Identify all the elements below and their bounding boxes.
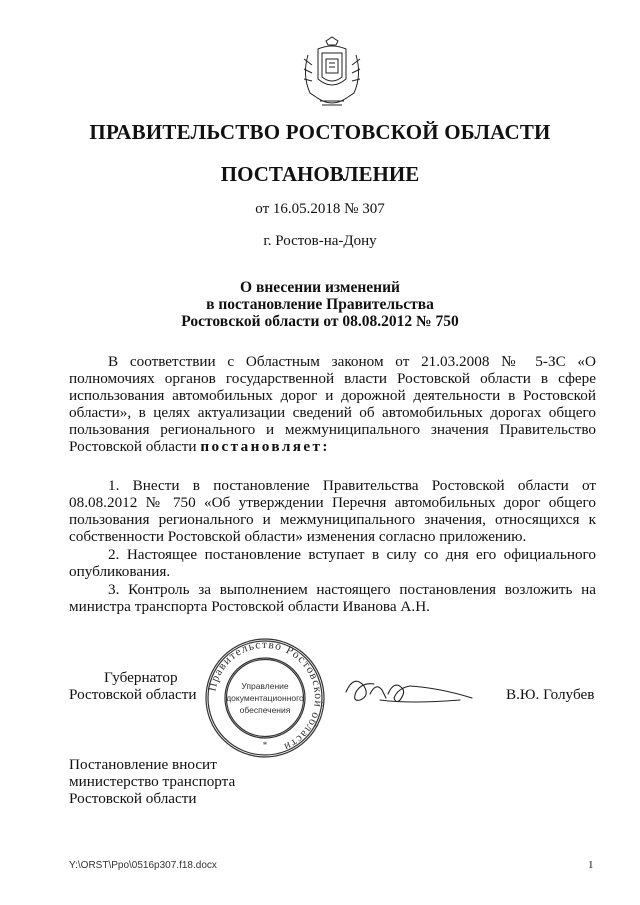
introducer-block [69,756,235,807]
item-3-text: 3. Контроль за выполнением настоящего постановления возложить на министра транспорта Ростовской области Иванова А.Н. [69,581,596,615]
document-type: ПОСТАНОВЛЕНИЕ [220,162,420,186]
seal-center-line: документационного [226,693,304,703]
seal-ring-text: Правительство Ростовской области [206,638,325,754]
signatory-name: В.Ю. Голубев [506,686,595,703]
item-2-text: 2. Настоящее постановление вступает в силу со дня его официального опубликования. [69,546,596,580]
handwritten-signature-icon [340,670,480,710]
introducer-line: Постановление вносит [69,756,217,773]
document-date-number: от 16.05.2018 № 307 [255,201,385,217]
coat-of-arms-icon [296,35,368,115]
introducer-line: министерство транспорта [69,773,236,790]
subject-line: Ростовской области от 08.08.2012 № 750 [181,313,459,330]
subject-line: в постановление Правительства [206,296,434,313]
signatory-title-line: Ростовской области [69,686,197,703]
signatory-title-line: Губернатор [104,669,178,686]
item-2-paragraph [69,546,596,580]
page-number: 1 [588,859,594,871]
preamble-text: В соответствии с Областным законом от 21.03.2008 № 5-ЗС «О полномочиях органов государственной власти Ростовской области в сфере использования автомобильных дорог и дорожной деятельности в Ростовской области», в целях актуализации сведений об автомобильных дорогах общего пользования регионального и межмуниципального значения Правительство Ростовской области [69,353,596,455]
item-1-paragraph [69,477,596,545]
preamble-paragraph [69,353,596,455]
item-3-paragraph [69,581,596,615]
document-city: г. Ростов-на-Дону [263,233,377,249]
introducer-line: Ростовской области [69,790,197,807]
seal-center-line: обеспечения [239,705,291,715]
organization-title: ПРАВИТЕЛЬСТВО РОСТОВСКОЙ ОБЛАСТИ [89,120,551,144]
document-subject [0,279,640,330]
signatory-title [69,669,197,703]
official-seal-stamp [203,636,327,760]
footer-file-path: Y:\ORST\Ppo\0516p307.f18.docx [69,860,217,871]
svg-text:*: * [262,740,268,750]
decree-word: постановляет: [200,438,330,455]
item-1-text: 1. Внести в постановление Правительства Ростовской области от 08.08.2012 № 750 «Об утверждении Перечня автомобильных дорог общего пользования регионального и межмуниципального значения, относящихся к собственности Ростовской области» изменения согласно приложению. [69,477,596,545]
subject-line: О внесении изменений [240,279,400,296]
seal-center-line: Управление [241,681,289,691]
